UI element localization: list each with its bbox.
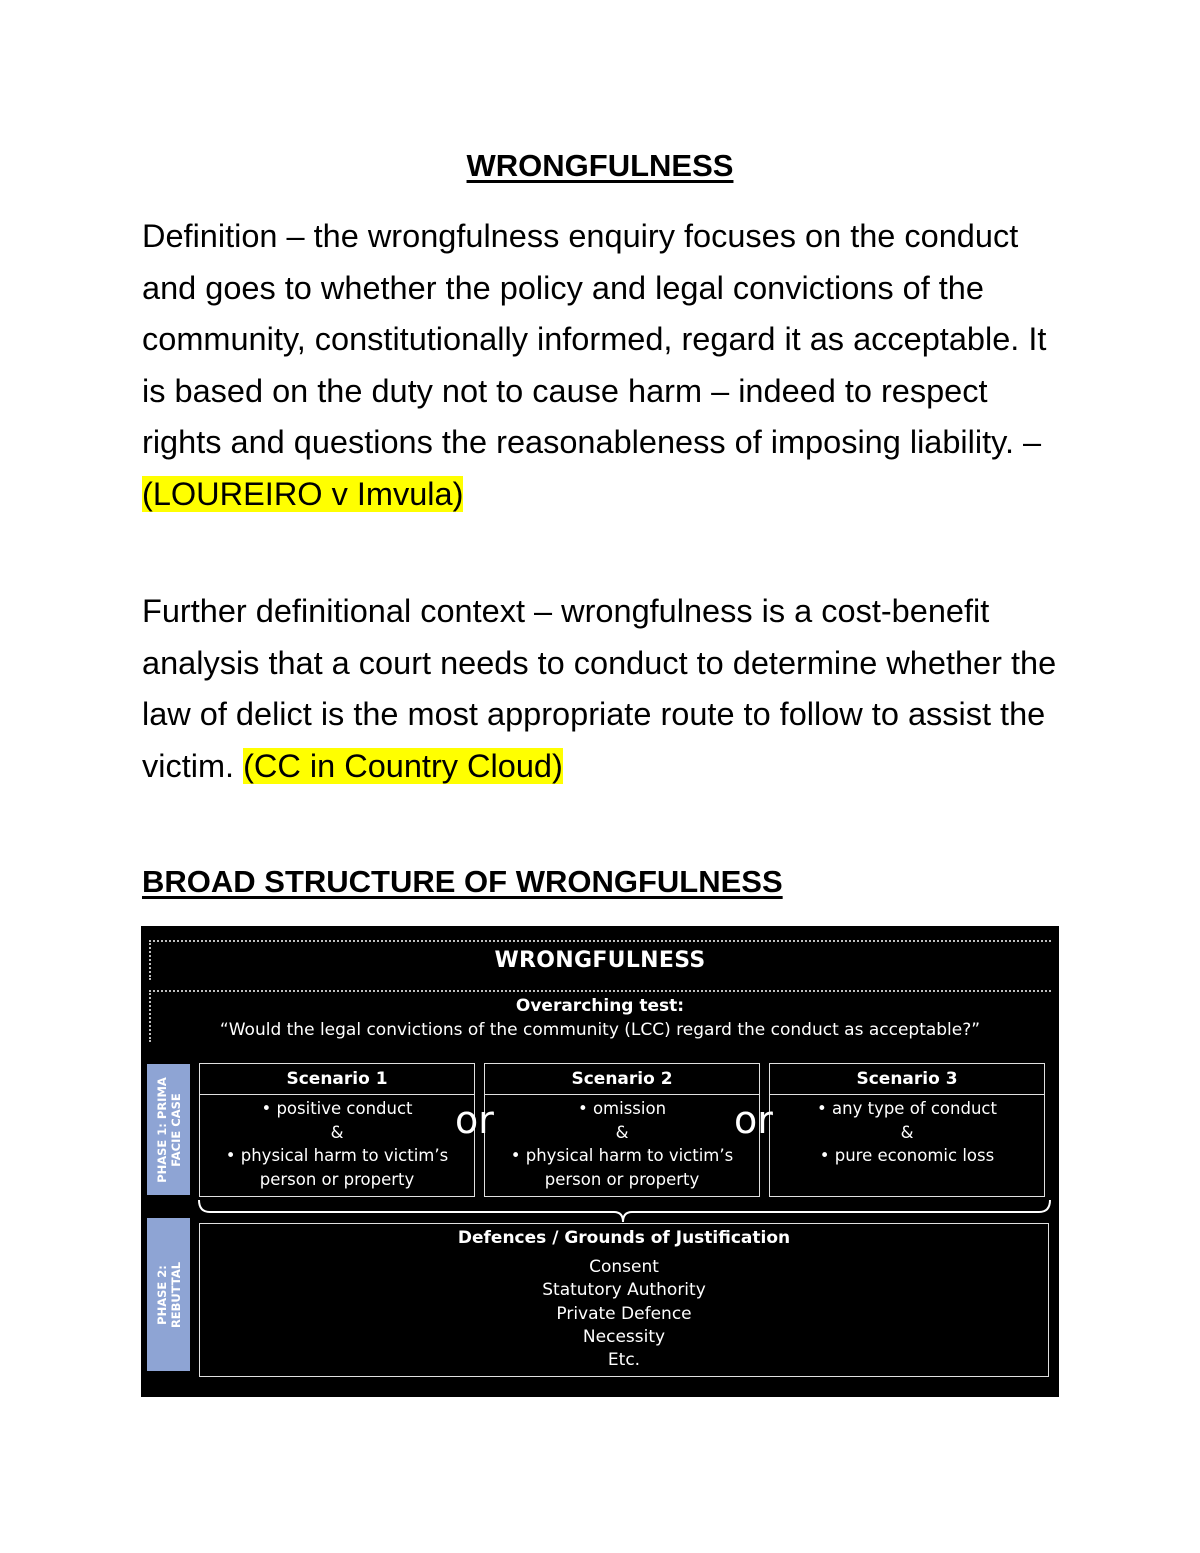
scenario-2-line: • omission	[577, 1099, 667, 1118]
defence-item: Necessity	[582, 1326, 666, 1347]
scenario-1-line: person or property	[259, 1169, 415, 1189]
defences-list	[200, 1256, 1048, 1372]
defences-title: Defences / Grounds of Justification	[457, 1228, 791, 1248]
definition-paragraph	[142, 211, 1062, 520]
scenario-3-body	[770, 1097, 1044, 1168]
scenario-1-body	[200, 1097, 474, 1191]
scenario-3-box	[769, 1063, 1045, 1197]
section-heading: BROAD STRUCTURE OF WRONGFULNESS	[142, 864, 783, 899]
phase-1-bar	[147, 1064, 190, 1195]
scenario-3-line: • any type of conduct	[817, 1099, 997, 1118]
defence-item: Private Defence	[556, 1303, 692, 1324]
or-connector-1: or	[455, 1098, 494, 1142]
scenario-2-line: person or property	[544, 1169, 700, 1189]
scenario-3-line: • pure economic loss	[819, 1146, 995, 1165]
defences-box	[199, 1223, 1049, 1377]
citation-country-cloud: (CC in Country Cloud)	[243, 747, 563, 784]
diagram-title: WRONGFULNESS	[494, 948, 706, 973]
defence-item: Consent	[589, 1257, 659, 1277]
scenario-2-line: &	[615, 1122, 629, 1142]
scenario-1-box	[199, 1063, 475, 1197]
scenario-2-title: Scenario 2	[485, 1064, 759, 1095]
scenario-3-title: Scenario 3	[770, 1064, 1044, 1095]
context-text: Further definitional context – wrongfulness is a cost-benefit analysis that a court needs to conduct to determine whether the law of delict is the most appropriate route to follow to assist the victim.	[142, 593, 1057, 784]
scenario-1-line: • physical harm to victim’s	[225, 1146, 449, 1165]
curly-brace-connector	[196, 1198, 1056, 1224]
scenario-1-title: Scenario 1	[200, 1064, 474, 1095]
phase-1-label-line2: FACIE CASE	[168, 1092, 183, 1167]
defence-item: Statutory Authority	[542, 1280, 706, 1301]
phase-1-label	[155, 1077, 183, 1183]
citation-loureiro: (LOUREIRO v Imvula)	[142, 475, 464, 512]
page-title-text: WRONGFULNESS	[466, 148, 734, 183]
defence-item: Etc.	[607, 1350, 641, 1371]
phase-1-label-line1: PHASE 1: PRIMA	[154, 1076, 169, 1183]
scenario-2-box	[484, 1063, 760, 1197]
wrongfulness-diagram	[141, 926, 1059, 1397]
scenario-2-body	[485, 1097, 759, 1191]
page-title	[0, 148, 1200, 184]
context-paragraph	[142, 586, 1062, 792]
phase-2-label-line1: PHASE 2:	[154, 1264, 169, 1325]
scenario-1-line: &	[330, 1122, 344, 1142]
scenario-3-line: &	[900, 1122, 914, 1142]
overarching-test-label: Overarching test:	[515, 996, 685, 1016]
scenario-2-line: • physical harm to victim’s	[510, 1146, 734, 1165]
phase-2-bar	[147, 1218, 190, 1371]
scenario-1-line: • positive conduct	[261, 1099, 413, 1118]
phase-2-label	[155, 1261, 183, 1327]
overarching-test-question: “Would the legal convictions of the community (LCC) regard the conduct as acceptable?”	[219, 1020, 981, 1040]
phase-2-label-line2: REBUTTAL	[168, 1261, 183, 1328]
definition-text: Definition – the wrongfulness enquiry focuses on the conduct and goes to whether the policy and legal convictions of the community, constitutionally informed, regard it as acceptable. It is based on the duty not to cause harm – indeed to respect rights and questions the reasonableness of imposing liability. –	[142, 218, 1047, 460]
or-connector-2: or	[734, 1098, 773, 1142]
